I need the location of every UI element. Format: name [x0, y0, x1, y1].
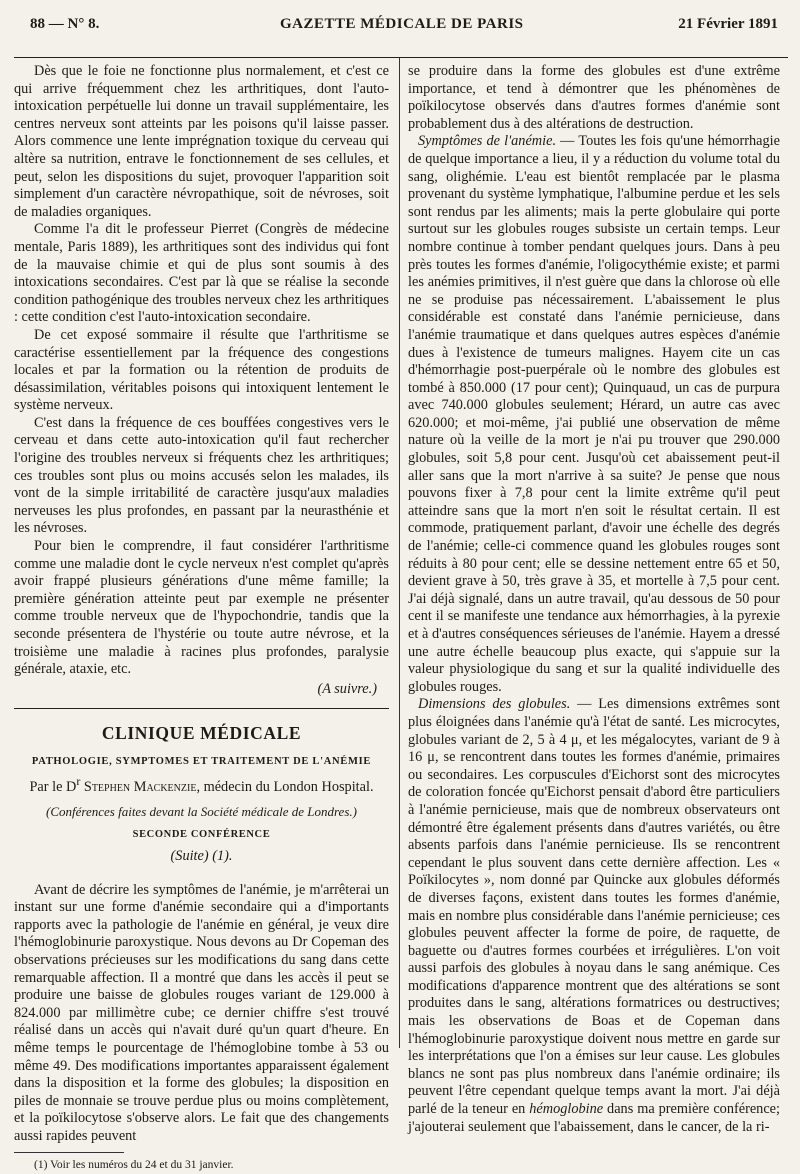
- continuation-note: (Suite) (1).: [170, 848, 233, 865]
- conference-note: (Conférences faites devant la Société médicale de Londres.): [46, 803, 357, 819]
- article-paragraph: Pour bien le comprendre, il faut considérer l'arthritisme comme une maladie dont le cycle nerveux n'est complet qu'après avoir frappé plusieurs générations d'une même famille; la première génération atteinte peut par exemple ne présenter comme trouble nerveux que de l'hypochondrie, tandis que la seconde présentera de l'hystérie ou toute autre névrose, et la troisième une maladie à racines plus profondes, paralysie générale, ataxie, etc.: [14, 538, 389, 678]
- page-number: 88 — N° 8.: [30, 16, 100, 32]
- section-rule: [14, 708, 389, 709]
- footnote: (1) Voir les numéros du 24 et du 31 janvier.: [34, 1158, 234, 1171]
- dimensions-heading: Dimensions des globules.: [418, 696, 571, 713]
- article-paragraph: C'est dans la fréquence de ces bouffées congestives vers le cerveau et dans cette auto-intoxication qu'il faut rechercher l'origine des troubles nerveux si fréquents chez les arthritiques; ces troubles sont plus ou moins accusés selon les malades, ils vont de la simple irritabilité de caractère jusqu'aux maladies nerveuses les plus profondes, en passant par la neurasthénie et les névroses.: [14, 414, 389, 537]
- article-paragraph: De cet exposé sommaire il résulte que l'arthritisme se caractérise essentiellement par la fréquence des congestions locales et par la formation ou la rétention de produits de désassimilation, véritables poisons qui intoxiquent lentement le système nerveux.: [14, 326, 389, 414]
- right-column: [408, 63, 780, 1136]
- journal-title: GAZETTE MÉDICALE DE PARIS: [280, 16, 524, 32]
- article-paragraph: Comme l'a dit le professeur Pierret (Congrès de médecine mentale, Paris 1889), les arthritiques sont des individus qui font de la mauvaise chimie et qui de plus sont soumis à des intoxications secondaires. C'est par là que se réalise la seconde condition pathogénique des troubles nerveux chez les arthritiques : cette condition c'est l'auto-intoxication secondaire.: [14, 221, 389, 326]
- page-header: [30, 12, 778, 36]
- header-rule: [14, 57, 788, 58]
- author-name: Stephen Mackenzie: [83, 778, 197, 795]
- article-paragraph: se produire dans la forme des globules est d'une extrême importance, et tend à démontrer que les phénomènes de poïkilocytose observés dans d'autres formes d'anémie sont probablement dus à des altérations de destruction.: [408, 63, 780, 132]
- article-paragraph: Avant de décrire les symptômes de l'anémie, je m'arrêterai un instant sur une forme d'anémie secondaire qui a d'importants rapports avec la pathologie de l'anémie en général, je veux dire l'hémoglobinurie paroxystique. Nous devons au Dr Copeman des observations précieuses sur les modifications du sang dans cette remarquable affection. Il a montré que dans les accès il peut se produire une baisse de globules rouges variant de 129.000 à 824.000 par millimètre cube; ce dernier chiffre s'est trouvé réalisé dans un accès qui n'avait duré qu'un quart d'heure. En même temps le pourcentage de l'hémoglobine tombe à 53 ou même 49. Des modifications importantes apparaissent également dans la disposition et la forme des globules; la disposition en piles de monnaie se trouve perdue plus ou moins complètement, et la poïkilocytose s'observe alors. Le fait que des changements aussi rapides peuvent: [14, 881, 389, 1145]
- column-divider: [399, 58, 400, 1048]
- symptoms-paragraph: Symptômes de l'anémie. — Toutes les fois qu'une hémorrhagie de quelque importance a lieu, il y a réduction du volume total du sang, olighémie. L'eau est bientôt remplacée par le plasma provenant du système lymphatique, l'albumine perdue et les sels sont rendus par les aliments; mais la perte globulaire qui porte surtout sur les globules rouges subsiste un certain temps. Leur nombre continue à tomber pendant quelques jours. Dans à peu près toutes les formes d'anémie, l'oligocythémie existe; et parmi les anémies primitives, il n'est guère que dans la chlorose où elle ne se produise pas nécessairement. L'abaissement le plus considérable est constaté dans l'anémie pernicieuse, dans l'anémie traumatique et dans quelques autres espèces d'anémie dues à l'existence de tumeurs malignes. Hayem cite un cas d'hémorrhagie post-puerpérale où le nombre des globules est tombé à 850.000 (17 pour cent); Quinquaud, un cas de purpura avec 740.000 globules seulement; Hérard, un autre cas avec 620.000; et moi-même, j'ai publié une observation de même nature où la veille de la mort je n'ai pu trouver que 290.000 globules, soit 5,8 pour cent. Jusqu'où cet abaissement peut-il aller sans que la mort n'arrive à sa suite? Je pense que nous pouvons fixer à 7,8 pour cent la limite extrême qu'il peut atteindre sans que la mort n'en soit le résultat certain. Il est commode, pratiquement parlant, d'avoir une échelle des degrés de l'anémie; celle-ci commence quand les globules rouges sont réduits à 80 pour cent; elle se dessine nettement entre 65 et 50, devient grave à 50, très grave à 35, et mortelle à 7,5 pour cent. J'ai déjà signalé, dans un autre travail, qu'au dessous de 50 pour cent il se manifeste une tendance aux hémorrhagies, à la pyrexie et à d'autres conséquences sérieuses de l'anémie. Hayem a dressé une autre échelle beaucoup plus exacte, qui s'appuie sur la valeur physiologique du sang et sur la qualité individuelle des globules rouges.: [408, 133, 780, 695]
- dimensions-paragraph: Dimensions des globules. — Les dimensions extrêmes sont plus éloignées dans l'anémie qu'à l'état de santé. Les microcytes, globules variant de 2, 5 à 4 μ, et les mégalocytes, variant de 9 à 16 μ, se rencontrent dans toutes les formes d'anémie, primaires ou secondaires. Les corpuscules d'Eichorst sont des microcytes de coloration foncée qu'Eichorst pensait d'abord être particuliers à l'anémie pernicieuse, mais que de nombreux observateurs ont démontré être également présents dans d'autres variétés, ou être absents parfois dans l'anémie pernicieuse. Ils se rencontrent cependant le plus souvent dans cette dernière affection. Les « Poïkilocytes », nom donné par Quincke aux globules déformés de diverses façons, existent dans toutes les formes d'anémie, mais en nombre plus considérable dans l'anémie pernicieuse; ces globules peuvent affecter la forme de poire, de raquette, de baguette ou d'autres formes courbées et irrégulières. L'on voit aussi parfois des globules à noyau dans le sang anémique. Ces modifications d'apparence montrent que des altérations se sont produites dans le sang, altérations formatrices ou destructives; mais les observations de Boas et de Copeman dans l'hémoglobinurie paroxystique doivent nous mettre en garde sur les interprétations que l'on a émises sur leur cause. Les globules blancs ne sont pas plus nombreux dans l'anémie ordinaire; ils peuvent l'être cependant quelque temps avant la mort. J'ai déjà parlé de la teneur en hémoglobine dans ma première conférence; j'ajouterai seulement que l'abaissement, dans le cancer, de la ri-: [408, 696, 780, 1135]
- conference-title: SECONDE CONFÉRENCE: [132, 828, 271, 840]
- author-byline: Par le $D^r$ Stephen Mackenzie, médecin du London Hospital.: [29, 773, 374, 795]
- section-title: CLINIQUE MÉDICALE: [101, 723, 302, 744]
- to-be-continued: (A suivre.): [317, 680, 377, 697]
- article-paragraph: Dès que le foie ne fonctionne plus normalement, et c'est ce qui arrive fréquemment chez les arthritiques, dont l'auto-intoxication perpétuelle lui donne un travail supplémentaire, les centres nerveux sont atteints par les poisons qu'il laisse passer. Alors commence une lente imprégnation toxique du cerveau qui altère sa nutrition, entrave le fonctionnement de ses cellules, et peut, selon les dispositions du sujet, provoquer l'apparition soit simplement d'un caractère névropathique, soit de névroses, soit de maladies organiques.: [14, 63, 389, 220]
- symptoms-heading: Symptômes de l'anémie.: [418, 133, 557, 150]
- article-subtitle: PATHOLOGIE, SYMPTOMES ET TRAITEMENT DE L'ANÉMIE: [31, 755, 372, 767]
- footnote-rule: [14, 1152, 124, 1153]
- issue-date: 21 Février 1891: [678, 16, 778, 32]
- left-column: [14, 63, 389, 1174]
